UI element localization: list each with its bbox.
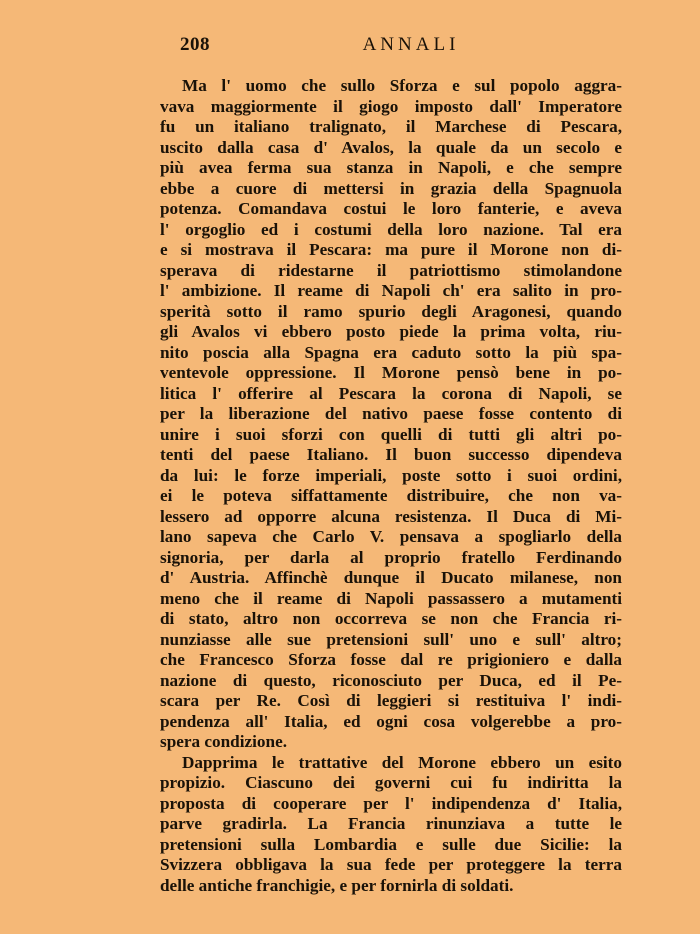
text-line: da lui: le forze imperiali, poste sotto i suoi ordini, — [160, 465, 622, 485]
text-line: ebbe a cuore di mettersi in grazia della Spagnuola — [160, 178, 622, 198]
text-line: parve gradirla. La Francia rinunziava a tutte le — [160, 814, 622, 833]
text-line: sperava di ridestarne il patriottismo stimolandone — [160, 260, 622, 280]
text-line: tenti del paese Italiano. Il buon successo dipendeva — [160, 445, 622, 464]
book-page — [160, 34, 622, 896]
text-line: per la liberazione del nativo paese fosse contento di — [160, 404, 622, 423]
text-line: unire i suoi sforzi con quelli di tutti gli altri po- — [160, 424, 622, 444]
body-text — [160, 76, 622, 896]
text-line: l' orgoglio ed i costumi della loro nazione. Tal era — [160, 219, 622, 239]
running-title: ANNALI — [362, 34, 460, 55]
text-line: più avea ferma sua stanza in Napoli, e che sempre — [160, 158, 622, 177]
page-number: 208 — [180, 34, 210, 55]
text-line: che Francesco Sforza fosse dal re prigioniero e dalla — [160, 650, 622, 669]
text-line: signoria, per darla al proprio fratello Ferdinando — [160, 547, 622, 567]
text-line: litica l' offerire al Pescara la corona di Napoli, se — [160, 383, 622, 403]
text-line: ei le poteva siffattamente distribuire, che non va- — [160, 486, 622, 505]
text-line: uscito dalla casa d' Avalos, la quale da un secolo e — [160, 137, 622, 157]
text-line: vava maggiormente il giogo imposto dall' Imperatore — [160, 96, 622, 116]
text-line: proposta di cooperare per l' indipendenza d' Italia, — [160, 793, 622, 813]
text-line: l' ambizione. Il reame di Napoli ch' era salito in pro- — [160, 281, 622, 300]
text-line: di stato, altro non occorreva se non che Francia ri- — [160, 609, 622, 628]
text-line: nazione di questo, riconosciuto per Duca, ed il Pe- — [160, 670, 622, 690]
text-line: scara per Re. Così di leggieri si restituiva l' indi- — [160, 691, 622, 710]
text-line: Ma l' uomo che sullo Sforza e sul popolo aggra- — [182, 76, 622, 95]
text-line: potenza. Comandava costui le loro fanterie, e aveva — [160, 199, 622, 218]
text-line: lessero ad opporre alcuna resistenza. Il Duca di Mi- — [160, 506, 622, 526]
text-line: e si mostrava il Pescara: ma pure il Morone non di- — [160, 240, 622, 259]
text-line: nito poscia alla Spagna era caduto sotto la più spa- — [160, 342, 622, 362]
text-line: gli Avalos vi ebbero posto piede la prima volta, riu- — [160, 322, 622, 341]
text-line: Dapprima le trattative del Morone ebbero un esito — [182, 752, 622, 772]
text-line: spera condizione. — [160, 732, 287, 751]
text-line: fu un italiano tralignato, il Marchese di Pescara, — [160, 117, 622, 136]
text-line: propizio. Ciascuno dei governi cui fu indiritta la — [160, 773, 622, 792]
text-line: Svizzera obbligava la sua fede per proteggere la terra — [160, 855, 622, 874]
text-line: pendenza all' Italia, ed ogni cosa volgerebbe a pro- — [160, 711, 622, 731]
text-line: lano sapeva che Carlo V. pensava a spogliarlo della — [160, 527, 622, 546]
page-header — [160, 34, 622, 64]
text-line: ventevole oppressione. Il Morone pensò bene in po- — [160, 363, 622, 382]
text-line: d' Austria. Affinchè dunque il Ducato milanese, non — [160, 568, 622, 587]
text-line: pretensioni sulla Lombardia e sulle due Sicilie: la — [160, 834, 622, 854]
text-line: delle antiche franchigie, e per fornirla di soldati. — [160, 875, 514, 895]
text-line: meno che il reame di Napoli passassero a mutamenti — [160, 588, 622, 608]
text-line: nunziasse alle sue pretensioni sull' uno e sull' altro; — [160, 629, 622, 649]
text-line: sperità sotto il ramo spurio degli Aragonesi, quando — [160, 301, 622, 321]
